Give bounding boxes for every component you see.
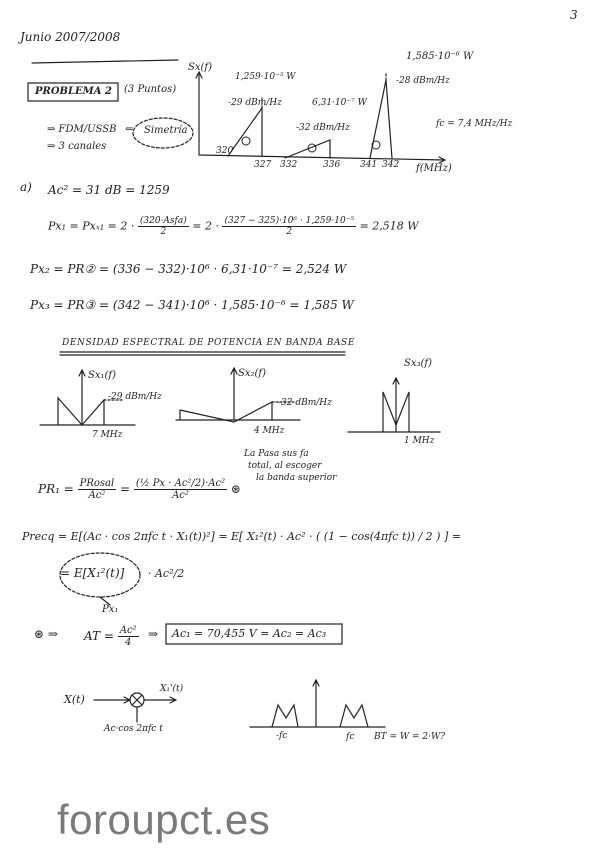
freq-label: f(MHz) [416,163,452,174]
fc-note: fc = 7,4 MHz/Hz [436,119,513,129]
title-underline [32,60,178,63]
spectrum-axis-x [199,155,445,163]
prec-line: Precq = E[(Ac · cos 2πfc t · X₁(t))²] = E[ X₁²(t) · Ac² · ( (1 − cos(4πfc t)) / 2 ) ] = [22,530,461,543]
sx1-label: Sx₁(f) [88,370,117,381]
px3-line: Px₃ = PR③ = (342 − 341)·10⁶ · 1,585·10⁻⁶ = 1,585 W [30,298,354,312]
page-title: Junio 2007/2008 [20,30,121,44]
band-2 [285,140,330,158]
band-3 [370,80,392,158]
note-channels: ⇒ 3 canales [47,141,107,152]
corner-mark: 3 [570,8,578,22]
pr-mark: ⊛ [230,482,241,496]
px1-frac: $\frac{\text{(320·Asfa)}}{2}$ [139,216,187,237]
pr-frac2: $\frac{\text{(½ Px · Ac²/2)·Ac²}}{\text{Ac²}}$ [135,478,226,501]
px2-line: Px₂ = PR② = (336 − 332)·10⁶ · 6,31·10⁻⁷ = 2,524 W [30,262,347,276]
sx2-width: 4 MHz [254,426,285,436]
cloud-tail: · Ac²/2 [148,567,185,580]
level-2: -32 dBm/Hz [296,123,350,133]
tick-327: 327 [254,160,272,170]
arrow-mark: ⇐ [125,124,134,135]
heading-underline [60,352,345,355]
sx2-label: Sx₂(f) [238,368,267,379]
baseband-heading: DENSIDAD ESPECTRAL DE POTENCIA EN BANDA BASE [62,338,355,348]
at-eq [84,625,139,648]
result-mark: ⊛ ⇒ [34,627,58,641]
final-shape-right [340,705,368,727]
final-left-label: -fc [276,731,288,741]
final-axis [250,680,385,727]
at-left: AT = [84,629,114,643]
block-output: X₁'(t) [160,684,184,694]
block-input: X(t) [64,693,85,706]
note-line-1: La Pasa sus fa [244,449,309,459]
watermark: foroupct.es [57,796,271,843]
sx3-axis [348,378,440,432]
note-line-2: total, al escoger [248,461,322,471]
pr-frac: $\frac{\text{PRosal}}{\text{Ac²}}$ [79,478,115,501]
level-1: -29 dBm/Hz [228,98,282,108]
final-right-label: BT = W = 2·W? [374,732,446,742]
cloud-expr: = E[X₁²(t)] [60,566,125,580]
pr-line [38,478,241,501]
final-mid-label: fc [346,732,355,742]
tick-320: 320 [216,146,234,156]
cloud-note: Simetría [144,125,188,136]
sx1-shape [58,398,104,425]
level-3: -28 dBm/Hz [396,76,450,86]
px1-frac2: $\frac{\text{(327 − 325)·10⁶ · 1,259·10⁻⁵}}{2}$ [224,216,355,237]
px1-result: = 2,518 W [359,219,419,233]
ac-line: Ac² = 31 dB = 1259 [48,183,170,197]
sx3-width: 1 MHz [404,436,435,446]
px1-line [48,216,419,237]
sx1-level: -29 dBm/Hz [108,392,162,402]
final-shape-left [272,705,298,727]
spectrum-axis-label: Sx(f) [188,62,212,73]
value-3: 1,585·10⁻⁶ W [406,51,474,62]
px1-left: Px₁ = Pxₓ₁ = 2 · [48,219,135,233]
value-1: 1,259·10⁻⁵ W [235,72,296,82]
sx2-level: -32 dBm/Hz [278,398,332,408]
block-carrier: Ac·cos 2πfc t [104,724,163,734]
problem-points: (3 Puntos) [124,84,177,95]
at-frac: $\frac{\text{Ac²}}{4}$ [119,625,137,648]
tick-336: 336 [323,160,341,170]
note-line-3: la banda superior [256,473,337,483]
tick-342: 342 [382,160,400,170]
sx1-width: 7 MHz [92,430,123,440]
sx2-shape [180,402,272,422]
note-fdm: ⇒ FDM/USSB [47,124,117,135]
tick-332: 332 [280,160,298,170]
tick-341: 341 [360,160,378,170]
px1-mid: = 2 · [192,219,219,233]
problem-label: PROBLEMA 2 [35,86,112,97]
pr-left: PR₁ = [38,482,74,496]
spectrum-axis-y [196,72,202,155]
value-2: 6,31·10⁻⁷ W [312,98,367,108]
result-boxed: Ac₁ = 70,455 V = Ac₂ = Ac₃ [172,627,327,640]
sx3-label: Sx₃(f) [404,358,433,369]
result-arrow: ⇒ [148,627,159,641]
px1-label: Px₁ [102,604,119,615]
part-a-label: a) [20,180,32,194]
pr-mid: = [120,482,131,496]
